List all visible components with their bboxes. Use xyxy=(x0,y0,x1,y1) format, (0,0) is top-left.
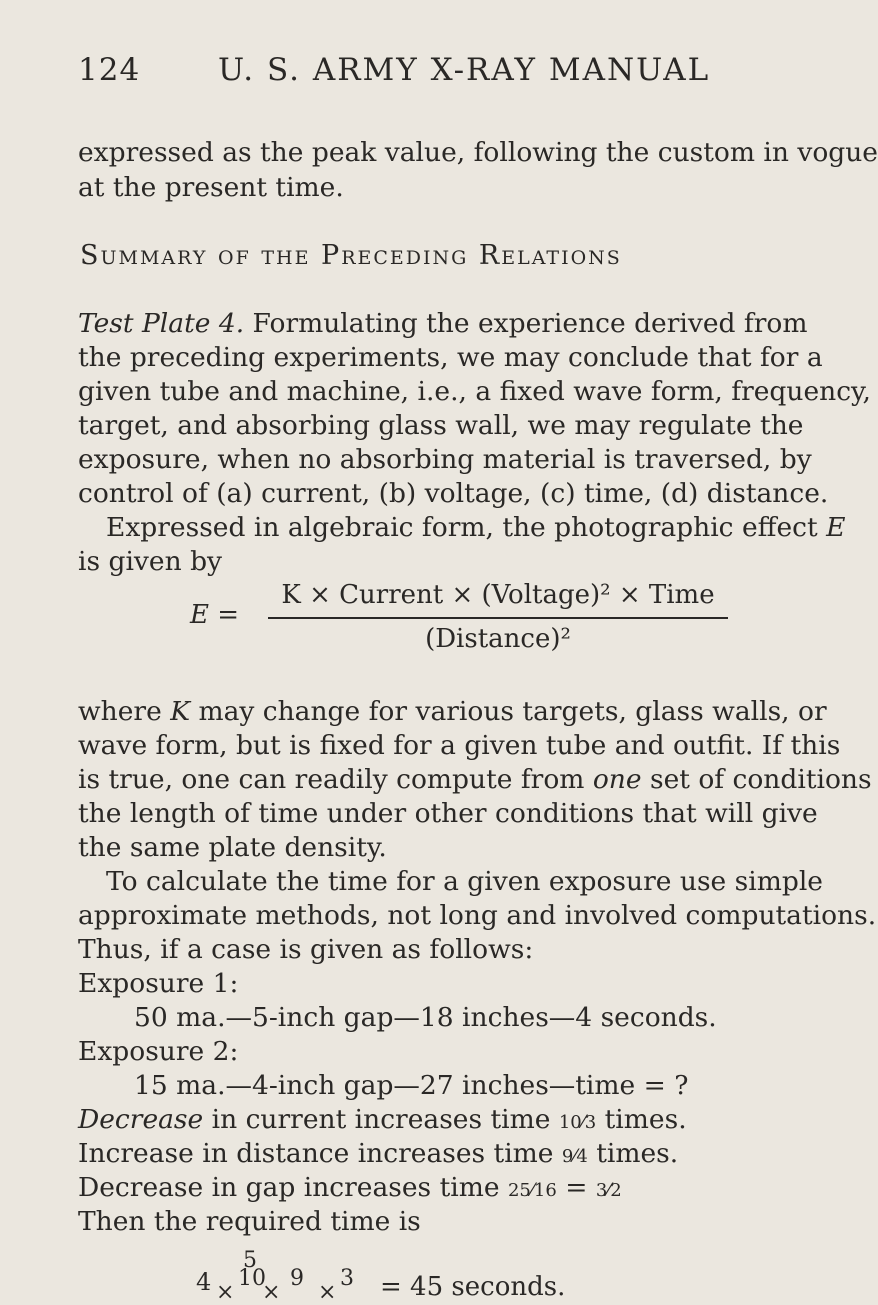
term-3-numerator: 9 xyxy=(290,1266,304,1291)
text-line: wave form, but is fixed for a given tube and outfit. If this xyxy=(78,730,841,761)
italic-symbol: K xyxy=(170,696,191,727)
formula-lhs: E = xyxy=(190,600,240,630)
text-span: in distance increases time xyxy=(193,1138,562,1169)
text-span: where xyxy=(78,696,171,727)
running-title: U. S. ARMY X-RAY MANUAL xyxy=(218,52,711,88)
page-number: 124 xyxy=(78,52,141,88)
text-span: in current increases time xyxy=(203,1104,559,1135)
text-line xyxy=(78,696,827,727)
text-span: = xyxy=(556,1172,596,1203)
text-line: control of (a) current, (b) voltage, (c) time, (d) distance. xyxy=(78,478,829,509)
term-4-numerator: 3 xyxy=(340,1266,354,1291)
times-sign: × xyxy=(216,1280,235,1305)
text-line xyxy=(78,1172,622,1203)
formula-denominator: (Distance)² xyxy=(425,624,571,654)
italic-word: one xyxy=(592,764,642,795)
exposure-1-label: Exposure 1: xyxy=(78,968,239,999)
exposure-2-value: 15 ma.—4-inch gap—27 inches—time = ? xyxy=(134,1070,689,1101)
fraction-value: 3⁄2 xyxy=(595,1180,622,1201)
text-line: To calculate the time for a given exposure use simple xyxy=(106,866,823,897)
text-span: Increase xyxy=(78,1138,194,1169)
fraction-value: 9⁄4 xyxy=(561,1146,588,1167)
italic-word: Decrease xyxy=(78,1104,204,1135)
italic-symbol: E xyxy=(826,512,846,543)
text-span: Expressed in algebraic form, the photographic effect xyxy=(106,512,827,543)
text-line xyxy=(106,512,846,543)
text-line: Then the required time is xyxy=(78,1206,421,1237)
formula-result: = 45 seconds. xyxy=(380,1272,566,1302)
text-span: may change for various targets, glass walls, or xyxy=(190,696,827,727)
text-line xyxy=(78,764,872,795)
formula-numerator: K × Current × (Voltage)² × Time xyxy=(281,580,715,610)
text-line xyxy=(78,308,808,339)
text-line: approximate methods, not long and involved computations. xyxy=(78,900,877,931)
times-sign: × xyxy=(318,1280,337,1305)
text-line: at the present time. xyxy=(78,172,344,203)
text-line: expressed as the peak value, following the custom in vogue xyxy=(78,137,878,168)
exposure-1-value: 50 ma.—5-inch gap—18 inches—4 seconds. xyxy=(134,1002,717,1033)
text-span: set of conditions xyxy=(641,764,872,795)
text-span: times. xyxy=(587,1138,679,1169)
term-2-numerator: 10 xyxy=(238,1266,266,1291)
text-line: given tube and machine, i.e., a fixed wave form, frequency, xyxy=(78,376,871,407)
text-line: the length of time under other conditions that will give xyxy=(78,798,818,829)
text-line xyxy=(78,1104,687,1135)
text-span: Formulating the experience derived from xyxy=(244,308,808,339)
text-line: the preceding experiments, we may conclude that for a xyxy=(78,342,823,373)
text-span: times. xyxy=(596,1104,687,1135)
text-span: is true, one can readily compute from xyxy=(78,764,593,795)
times-sign: × xyxy=(262,1280,281,1305)
fraction-value: 10⁄3 xyxy=(558,1112,597,1133)
text-line: Thus, if a case is given as follows: xyxy=(78,934,534,965)
fraction-value: 25⁄16 xyxy=(507,1180,557,1201)
text-line: the same plate density. xyxy=(78,832,387,863)
text-line: exposure, when no absorbing material is traversed, by xyxy=(78,444,812,475)
text-span: in gap increases time xyxy=(203,1172,508,1203)
section-heading: Summary of the Preceding Relations xyxy=(80,240,622,271)
text-line xyxy=(78,1138,678,1169)
term-1: 4 xyxy=(196,1268,212,1296)
text-span: Decrease xyxy=(78,1172,204,1203)
text-line: target, and absorbing glass wall, we may regulate the xyxy=(78,410,804,441)
italic-lead: Test Plate 4. xyxy=(78,308,245,339)
cancel-note: 5 xyxy=(243,1248,257,1273)
fraction-bar xyxy=(268,617,728,619)
exposure-2-label: Exposure 2: xyxy=(78,1036,239,1067)
text-line: is given by xyxy=(78,546,223,577)
